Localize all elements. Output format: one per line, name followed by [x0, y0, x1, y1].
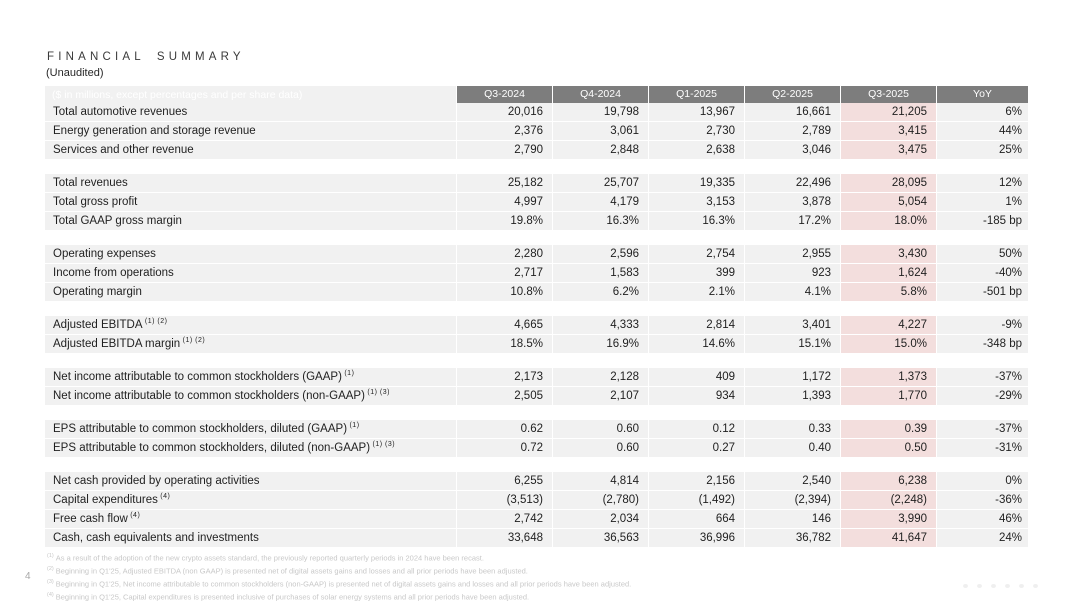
value-q3-2024: 19.8%: [456, 212, 552, 230]
value-q2-2025: 0.40: [744, 439, 840, 457]
financial-table-body: [45, 103, 1028, 548]
section-gap: [45, 354, 1028, 368]
footnote-marker: (4): [47, 592, 54, 599]
table-row: [45, 141, 1028, 160]
value-q2-2025: 36,782: [744, 529, 840, 547]
faint-watermark: [963, 584, 1038, 588]
footnote-marker: (4): [127, 512, 141, 520]
row-label: EPS attributable to common stockholders, diluted (GAAP) $^{(1)}$: [45, 420, 456, 438]
value-q2-2025: 3,401: [744, 316, 840, 334]
value-q4-2024: 3,061: [552, 122, 648, 140]
table-row: [45, 387, 1028, 406]
yoy-value: 46%: [936, 510, 1028, 528]
row-label: Income from operations: [45, 264, 456, 282]
value-q1-2025: (1,492): [648, 491, 744, 509]
table-header-label: ($ in millions, except percentages and per share data): [45, 86, 456, 104]
footnote-line: $^{(3)}$ Beginning in Q1'25, Net income attributable to common stockholders (non-GAAP) is presented net of digital assets gains and losses and all prior periods have been adjusted.: [47, 579, 632, 589]
value-q2-2025: 15.1%: [744, 335, 840, 353]
section-gap: [45, 231, 1028, 245]
footnote-line: $^{(1)}$ As a result of the adoption of the new crypto assets standard, the previously reported quarterly periods in 2024 have been recast.: [47, 553, 484, 563]
value-q4-2024: 19,798: [552, 103, 648, 121]
footnote-marker: (1) (3): [370, 441, 396, 449]
row-label: Capital expenditures $^{(4)}$: [45, 491, 456, 509]
value-q3-2024: 33,648: [456, 529, 552, 547]
financial-summary-table: [45, 86, 1028, 548]
value-q4-2024: 2,848: [552, 141, 648, 159]
value-q2-2025: 16,661: [744, 103, 840, 121]
value-q1-2025: 19,335: [648, 174, 744, 192]
value-q3-2025: 0.50: [840, 439, 936, 457]
value-q4-2024: 2,128: [552, 368, 648, 386]
value-q3-2025: 3,415: [840, 122, 936, 140]
value-q1-2025: 36,996: [648, 529, 744, 547]
page-title: FINANCIAL SUMMARY: [47, 51, 245, 63]
column-header-q2-2025: Q2-2025: [744, 86, 840, 103]
value-q3-2024: 2,717: [456, 264, 552, 282]
footnote-marker: (2): [47, 566, 54, 573]
row-label: Total GAAP gross margin: [45, 212, 456, 230]
value-q1-2025: 0.12: [648, 420, 744, 438]
value-q3-2024: (3,513): [456, 491, 552, 509]
value-q3-2025: 41,647: [840, 529, 936, 547]
value-q3-2024: 10.8%: [456, 283, 552, 301]
value-q3-2025: 4,227: [840, 316, 936, 334]
value-q3-2025: 5,054: [840, 193, 936, 211]
value-q4-2024: 4,333: [552, 316, 648, 334]
table-row: [45, 420, 1028, 439]
row-label: Cash, cash equivalents and investments: [45, 529, 456, 547]
footnotes: [47, 551, 947, 603]
value-q1-2025: 2,814: [648, 316, 744, 334]
yoy-value: -36%: [936, 491, 1028, 509]
value-q2-2025: 0.33: [744, 420, 840, 438]
yoy-value: -37%: [936, 368, 1028, 386]
footnote-line: $^{(4)}$ Beginning in Q1'25, Capital expenditures is presented inclusive of purchases of solar energy systems and all prior periods have been adjusted.: [47, 592, 530, 602]
value-q2-2025: 2,789: [744, 122, 840, 140]
value-q3-2025: 21,205: [840, 103, 936, 121]
value-q3-2024: 18.5%: [456, 335, 552, 353]
yoy-value: -185 bp: [936, 212, 1028, 230]
value-q1-2025: 409: [648, 368, 744, 386]
value-q1-2025: 2,754: [648, 245, 744, 263]
row-label: Net cash provided by operating activities: [45, 472, 456, 490]
row-label: Net income attributable to common stockholders (GAAP) $^{(1)}$: [45, 368, 456, 386]
row-label: Energy generation and storage revenue: [45, 122, 456, 140]
value-q4-2024: 4,179: [552, 193, 648, 211]
row-label: Total revenues: [45, 174, 456, 192]
value-q3-2024: 2,790: [456, 141, 552, 159]
value-q3-2024: 25,182: [456, 174, 552, 192]
value-q1-2025: 399: [648, 264, 744, 282]
value-q1-2025: 2,638: [648, 141, 744, 159]
value-q1-2025: 0.27: [648, 439, 744, 457]
table-row: [45, 283, 1028, 302]
value-q1-2025: 13,967: [648, 103, 744, 121]
section-gap: [45, 406, 1028, 420]
yoy-value: 24%: [936, 529, 1028, 547]
value-q3-2025: 1,624: [840, 264, 936, 282]
value-q2-2025: 2,540: [744, 472, 840, 490]
row-label: Operating margin: [45, 283, 456, 301]
value-q4-2024: 16.3%: [552, 212, 648, 230]
table-row: [45, 335, 1028, 354]
footnote-marker: (4): [157, 493, 171, 501]
section-gap: [45, 160, 1028, 174]
value-q4-2024: 16.9%: [552, 335, 648, 353]
value-q1-2025: 664: [648, 510, 744, 528]
row-label: Total gross profit: [45, 193, 456, 211]
table-row: [45, 491, 1028, 510]
page-number: 4: [25, 571, 31, 582]
value-q2-2025: 17.2%: [744, 212, 840, 230]
value-q4-2024: 2,034: [552, 510, 648, 528]
yoy-value: 0%: [936, 472, 1028, 490]
value-q3-2025: 3,990: [840, 510, 936, 528]
value-q1-2025: 2,156: [648, 472, 744, 490]
table-row: [45, 264, 1028, 283]
value-q2-2025: 22,496: [744, 174, 840, 192]
row-label: Free cash flow $^{(4)}$: [45, 510, 456, 528]
yoy-value: -31%: [936, 439, 1028, 457]
table-row: [45, 212, 1028, 231]
value-q3-2025: (2,248): [840, 491, 936, 509]
value-q3-2025: 6,238: [840, 472, 936, 490]
table-header-row: [45, 86, 1028, 103]
value-q2-2025: (2,394): [744, 491, 840, 509]
value-q3-2025: 1,770: [840, 387, 936, 405]
column-header-q4-2024: Q4-2024: [552, 86, 648, 103]
value-q2-2025: 923: [744, 264, 840, 282]
column-header-q3-2024: Q3-2024: [456, 86, 552, 103]
value-q4-2024: 0.60: [552, 439, 648, 457]
value-q3-2024: 0.62: [456, 420, 552, 438]
value-q3-2024: 20,016: [456, 103, 552, 121]
yoy-value: 44%: [936, 122, 1028, 140]
row-label: Net income attributable to common stockholders (non-GAAP) $^{(1) (3)}$: [45, 387, 456, 405]
value-q3-2025: 5.8%: [840, 283, 936, 301]
table-row: [45, 245, 1028, 264]
value-q3-2024: 4,997: [456, 193, 552, 211]
row-label: Services and other revenue: [45, 141, 456, 159]
yoy-value: -40%: [936, 264, 1028, 282]
value-q3-2024: 2,280: [456, 245, 552, 263]
table-row: [45, 316, 1028, 335]
page-subtitle: (Unaudited): [46, 67, 104, 79]
yoy-value: 25%: [936, 141, 1028, 159]
value-q2-2025: 1,393: [744, 387, 840, 405]
yoy-value: 1%: [936, 193, 1028, 211]
value-q2-2025: 2,955: [744, 245, 840, 263]
section-gap: [45, 458, 1028, 472]
table-row: [45, 103, 1028, 122]
value-q4-2024: 2,107: [552, 387, 648, 405]
row-label: Adjusted EBITDA margin $^{(1) (2)}$: [45, 335, 456, 353]
value-q2-2025: 3,046: [744, 141, 840, 159]
table-row: [45, 529, 1028, 548]
footnote-line: $^{(2)}$ Beginning in Q1'25, Adjusted EBITDA (non GAAP) is presented net of digital assets gains and losses and all prior periods have been adjusted.: [47, 566, 528, 576]
value-q4-2024: 2,596: [552, 245, 648, 263]
yoy-value: -348 bp: [936, 335, 1028, 353]
yoy-value: -37%: [936, 420, 1028, 438]
value-q1-2025: 3,153: [648, 193, 744, 211]
value-q3-2025: 15.0%: [840, 335, 936, 353]
yoy-value: -9%: [936, 316, 1028, 334]
footnote-marker: (3): [47, 579, 54, 586]
column-header-q1-2025: Q1-2025: [648, 86, 744, 103]
value-q4-2024: 4,814: [552, 472, 648, 490]
value-q1-2025: 934: [648, 387, 744, 405]
value-q4-2024: 36,563: [552, 529, 648, 547]
footnote-marker: (1): [47, 553, 54, 559]
row-label: Total automotive revenues: [45, 103, 456, 121]
value-q3-2025: 3,475: [840, 141, 936, 159]
value-q1-2025: 16.3%: [648, 212, 744, 230]
value-q3-2024: 2,376: [456, 122, 552, 140]
value-q3-2025: 0.39: [840, 420, 936, 438]
yoy-value: -501 bp: [936, 283, 1028, 301]
value-q3-2025: 3,430: [840, 245, 936, 263]
value-q3-2024: 4,665: [456, 316, 552, 334]
table-row: [45, 368, 1028, 387]
column-header-q3-2025: Q3-2025: [840, 86, 936, 103]
value-q2-2025: 3,878: [744, 193, 840, 211]
footnote-marker: (1) (2): [142, 318, 168, 326]
value-q4-2024: 1,583: [552, 264, 648, 282]
yoy-value: -29%: [936, 387, 1028, 405]
row-label: Operating expenses: [45, 245, 456, 263]
value-q3-2024: 2,173: [456, 368, 552, 386]
value-q4-2024: 25,707: [552, 174, 648, 192]
value-q2-2025: 146: [744, 510, 840, 528]
table-row: [45, 439, 1028, 458]
footnote-marker: (1): [347, 422, 360, 430]
table-row: [45, 510, 1028, 529]
row-label: Adjusted EBITDA $^{(1) (2)}$: [45, 316, 456, 334]
value-q3-2025: 28,095: [840, 174, 936, 192]
column-header-yoy: YoY: [936, 86, 1028, 103]
table-row: [45, 174, 1028, 193]
table-row: [45, 193, 1028, 212]
yoy-value: 50%: [936, 245, 1028, 263]
footnote-marker: (1): [341, 370, 355, 378]
value-q4-2024: 6.2%: [552, 283, 648, 301]
footnote-marker: (1) (2): [180, 337, 206, 345]
value-q4-2024: 0.60: [552, 420, 648, 438]
value-q3-2025: 18.0%: [840, 212, 936, 230]
value-q1-2025: 14.6%: [648, 335, 744, 353]
value-q3-2024: 2,742: [456, 510, 552, 528]
table-row: [45, 472, 1028, 491]
value-q2-2025: 4.1%: [744, 283, 840, 301]
section-gap: [45, 302, 1028, 316]
value-q3-2025: 1,373: [840, 368, 936, 386]
row-label: EPS attributable to common stockholders, diluted (non-GAAP) $^{(1) (3)}$: [45, 439, 456, 457]
value-q3-2024: 2,505: [456, 387, 552, 405]
value-q2-2025: 1,172: [744, 368, 840, 386]
value-q3-2024: 0.72: [456, 439, 552, 457]
value-q4-2024: (2,780): [552, 491, 648, 509]
table-row: [45, 122, 1028, 141]
footnote-marker: (1) (3): [364, 389, 390, 397]
value-q3-2024: 6,255: [456, 472, 552, 490]
yoy-value: 12%: [936, 174, 1028, 192]
yoy-value: 6%: [936, 103, 1028, 121]
value-q1-2025: 2.1%: [648, 283, 744, 301]
value-q1-2025: 2,730: [648, 122, 744, 140]
